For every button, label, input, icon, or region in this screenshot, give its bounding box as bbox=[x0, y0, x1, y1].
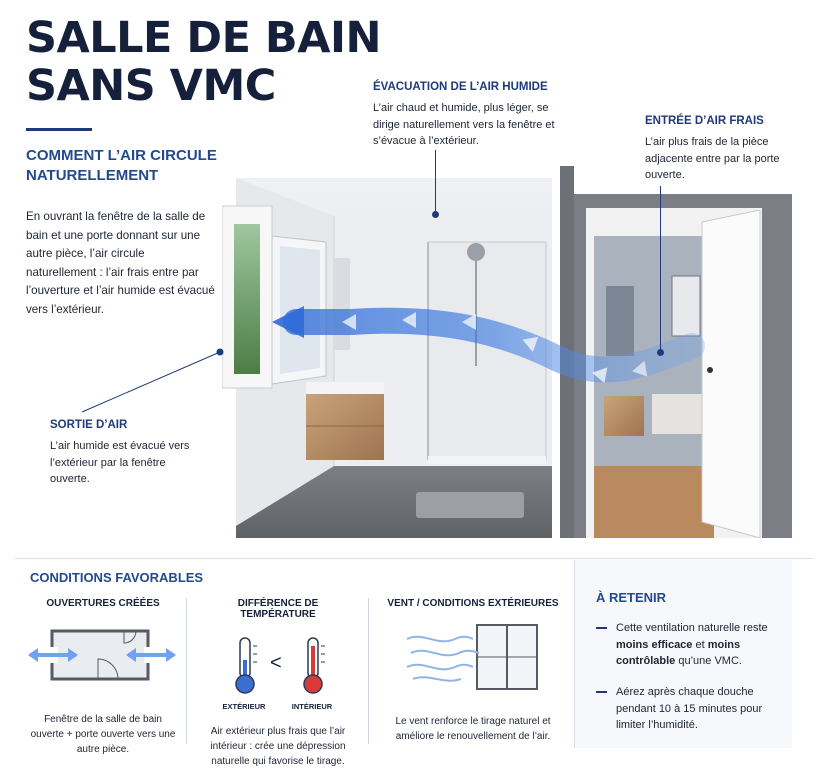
leader-dot-entree bbox=[657, 349, 664, 356]
condition-wind bbox=[380, 598, 566, 744]
leader-evacuation bbox=[435, 150, 436, 214]
condition-temperature bbox=[200, 598, 356, 768]
condition-temperature-title: DIFFÉRENCE DE TEMPÉRATURE bbox=[237, 598, 319, 620]
bottom-divider bbox=[14, 558, 814, 559]
callout-entree-text: L’air plus frais de la pièce adjacente entre par la porte ouverte. bbox=[645, 136, 780, 181]
condition-temperature-text: Air extérieur plus frais que l’air intérieur : crée une dépression naturelle qui favorise le tirage. bbox=[210, 726, 346, 767]
callout-sortie-title: SORTIE D’AIR bbox=[50, 419, 128, 431]
leader-entree bbox=[660, 186, 661, 352]
callout-entree-title: ENTRÉE D’AIR FRAIS bbox=[645, 115, 764, 127]
retain-bullet-airing: Aérez après chaque douche pendant 10 à 15 minutes pour limiter l’humidité. bbox=[596, 684, 786, 734]
bullet1-post: qu’une VMC. bbox=[675, 655, 742, 667]
intro-paragraph: En ouvrant la fenêtre de la salle de bain et une porte donnant sur une autre pièce, l’air circule naturellement : l’air frais entre par l’ouverture et l’air humide est évacué vers l’extérieur. bbox=[26, 210, 215, 316]
comparison-symbol: < bbox=[270, 652, 282, 674]
retain-bullet-efficiency bbox=[596, 620, 786, 670]
bathroom-airflow-illustration bbox=[222, 166, 792, 538]
leader-dot-evacuation bbox=[432, 211, 439, 218]
callout-sortie-text: L’air humide est évacué vers l’extérieur par la fenêtre ouverte. bbox=[50, 440, 190, 485]
callout-entree bbox=[645, 114, 795, 184]
callout-evacuation-text: L’air chaud et humide, plus léger, se dirige naturellement vers la fenêtre et s’évacue à l’extérieur. bbox=[373, 102, 555, 147]
bullet1-bold2: moins contrôlable bbox=[616, 638, 741, 667]
condition-openings bbox=[28, 598, 178, 757]
callout-evacuation bbox=[373, 80, 573, 150]
condition-wind-title: VENT / CONDITIONS EXTÉRIEURES bbox=[387, 598, 559, 609]
condition-openings-text: Fenêtre de la salle de bain ouverte + porte ouverte vers une autre pièce. bbox=[30, 714, 176, 755]
column-separator bbox=[368, 598, 369, 744]
title-divider bbox=[26, 128, 92, 131]
label-interieur: INTÉRIEUR bbox=[291, 702, 333, 711]
bullet1-bold1: moins efficace bbox=[616, 638, 693, 651]
window-wind-icon bbox=[403, 621, 543, 695]
warm-thermometer-icon bbox=[298, 636, 328, 696]
page-title-line2: SANS VMC bbox=[26, 61, 276, 111]
callout-evacuation-title: ÉVACUATION DE L’AIR HUMIDE bbox=[373, 81, 548, 93]
label-exterieur: EXTÉRIEUR bbox=[222, 702, 266, 711]
condition-wind-text: Le vent renforce le tirage naturel et améliore le renouvellement de l’air. bbox=[395, 716, 551, 742]
column-separator bbox=[186, 598, 187, 744]
conditions-heading: CONDITIONS FAVORABLES bbox=[30, 570, 204, 585]
floor-plan-icon bbox=[28, 617, 178, 697]
condition-openings-title: OUVERTURES CRÉÉES bbox=[46, 598, 160, 609]
bullet1-mid: et bbox=[692, 638, 708, 651]
page-title bbox=[26, 14, 381, 110]
bullet1-pre: Cette ventilation naturelle reste bbox=[616, 622, 768, 634]
section-subtitle: COMMENT L’AIR CIRCULE NATURELLEMENT bbox=[26, 147, 217, 184]
retain-title: À RETENIR bbox=[596, 590, 667, 605]
leader-sortie bbox=[80, 346, 230, 416]
callout-sortie bbox=[50, 418, 200, 488]
page-title-line1: SALLE DE BAIN bbox=[26, 13, 381, 63]
cold-thermometer-icon bbox=[230, 636, 260, 696]
